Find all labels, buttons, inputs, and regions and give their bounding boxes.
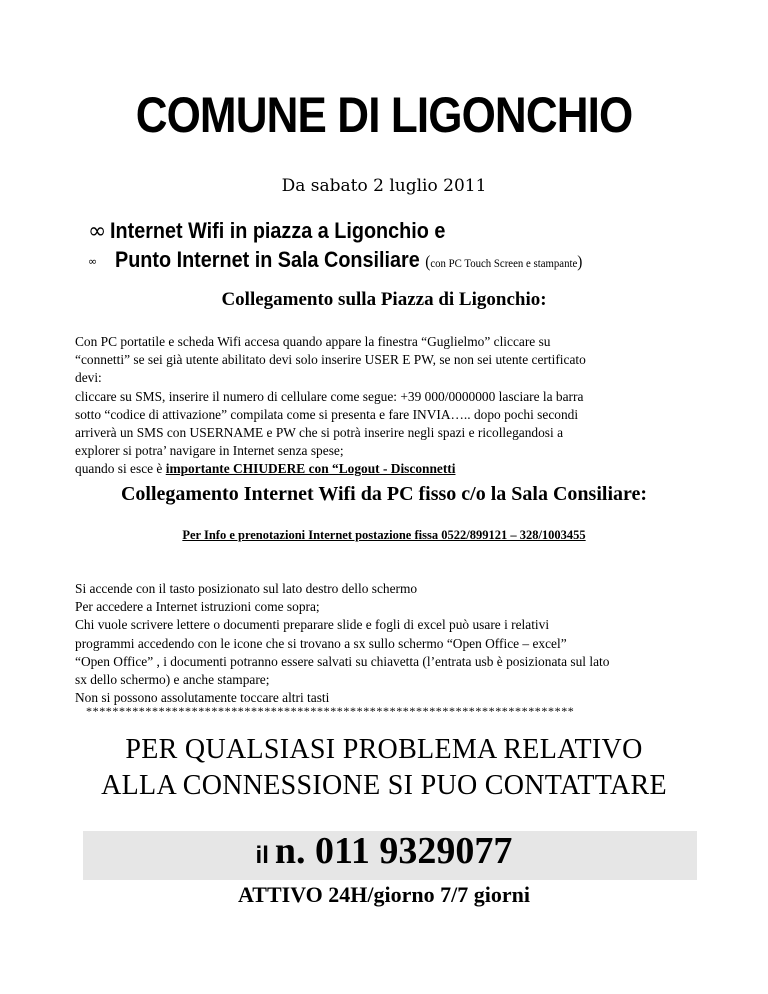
body-line: sotto “codice di attivazione” compilata come si presenta e fare INVIA….. dopo pochi secondi — [75, 406, 579, 422]
date-line: Da sabato 2 luglio 2011 — [281, 176, 487, 196]
asterisk-separator: ************************************************************************** — [86, 704, 575, 718]
body-line: cliccare su SMS, inserire il numero di cellulare come segue: +39 000/0000000 lasciare la barra — [75, 388, 584, 404]
section-heading-piazza: Collegamento sulla Piazza di Ligonchio: — [221, 289, 547, 310]
page-title: COMUNE DI LIGONCHIO — [135, 87, 633, 143]
availability-line: ATTIVO 24H/giorno 7/7 giorni — [238, 882, 530, 907]
body-line: “connetti” se sei già utente abilitato devi solo inserire USER E PW, se non sei utente certificato — [75, 352, 586, 368]
body-line: “Open Office” , i documenti potranno essere salvati su chiavetta (l’entrata usb è posizionata sul lato — [75, 653, 610, 669]
phone-number: n. 011 9329077 — [274, 830, 513, 872]
bullet-punto-note: (con PC Touch Screen e stampante) — [425, 252, 583, 271]
body-line: Si accende con il tasto posizionato sul lato destro dello schermo — [75, 581, 418, 596]
bullet-punto-internet — [88, 247, 634, 273]
body-line: sx dello schermo) e anche stampare; — [75, 672, 270, 688]
body-line: Per accedere a Internet istruzioni come sopra; — [75, 599, 320, 615]
section-heading-pc-fisso: Collegamento Internet Wifi da PC fisso c/o la Sala Consiliare: — [120, 483, 648, 505]
body-line: Chi vuole scrivere lettere o documenti preparare slide e fogli di excel può usare i relativi — [75, 617, 550, 633]
bullet-wifi-text: Internet Wifi in piazza a Ligonchio e — [110, 218, 446, 243]
body-line-last: quando si esce è importante CHIUDERE con “Logout - Disconnetti — [75, 461, 456, 477]
body-line: arriverà un SMS con USERNAME e PW che si potrà inserire negli spazi e ricollegandosi a — [75, 425, 564, 441]
section-body-pc-fisso — [75, 580, 693, 707]
body-line: devi: — [75, 370, 102, 386]
contact-line-2: ALLA CONNESSIONE SI PUO CONTATTARE — [101, 770, 667, 801]
contact-line-1: PER QUALSIASI PROBLEMA RELATIVO — [125, 734, 643, 765]
section-body-piazza — [75, 333, 693, 479]
body-line: programmi accedendo con le icone che si trovano a sx sullo schermo “Open Office – excel” — [75, 635, 567, 651]
phone-prefix: il — [255, 842, 269, 869]
infinity-bullet-icon: ∞ — [88, 254, 98, 268]
phone-number-line — [0, 829, 768, 873]
logout-emphasis: importante CHIUDERE con “Logout - Disconnetti — [165, 461, 456, 477]
body-line: Non si possono assolutamente toccare altri tasti — [75, 690, 330, 706]
bullet-punto-text — [115, 247, 582, 273]
bullet-wifi — [88, 218, 483, 244]
bullet-punto-label: Punto Internet in Sala Consiliare — [115, 247, 426, 272]
infinity-bullet-icon: ∞ — [88, 219, 107, 244]
body-line: Con PC portatile e scheda Wifi accesa quando appare la finestra “Guglielmo” cliccare su — [75, 334, 551, 349]
body-line: explorer si potra’ navigare in Internet senza spese; — [75, 443, 344, 459]
booking-info: Per Info e prenotazioni Internet postazione fissa 0522/899121 – 328/1003455 — [182, 528, 586, 542]
